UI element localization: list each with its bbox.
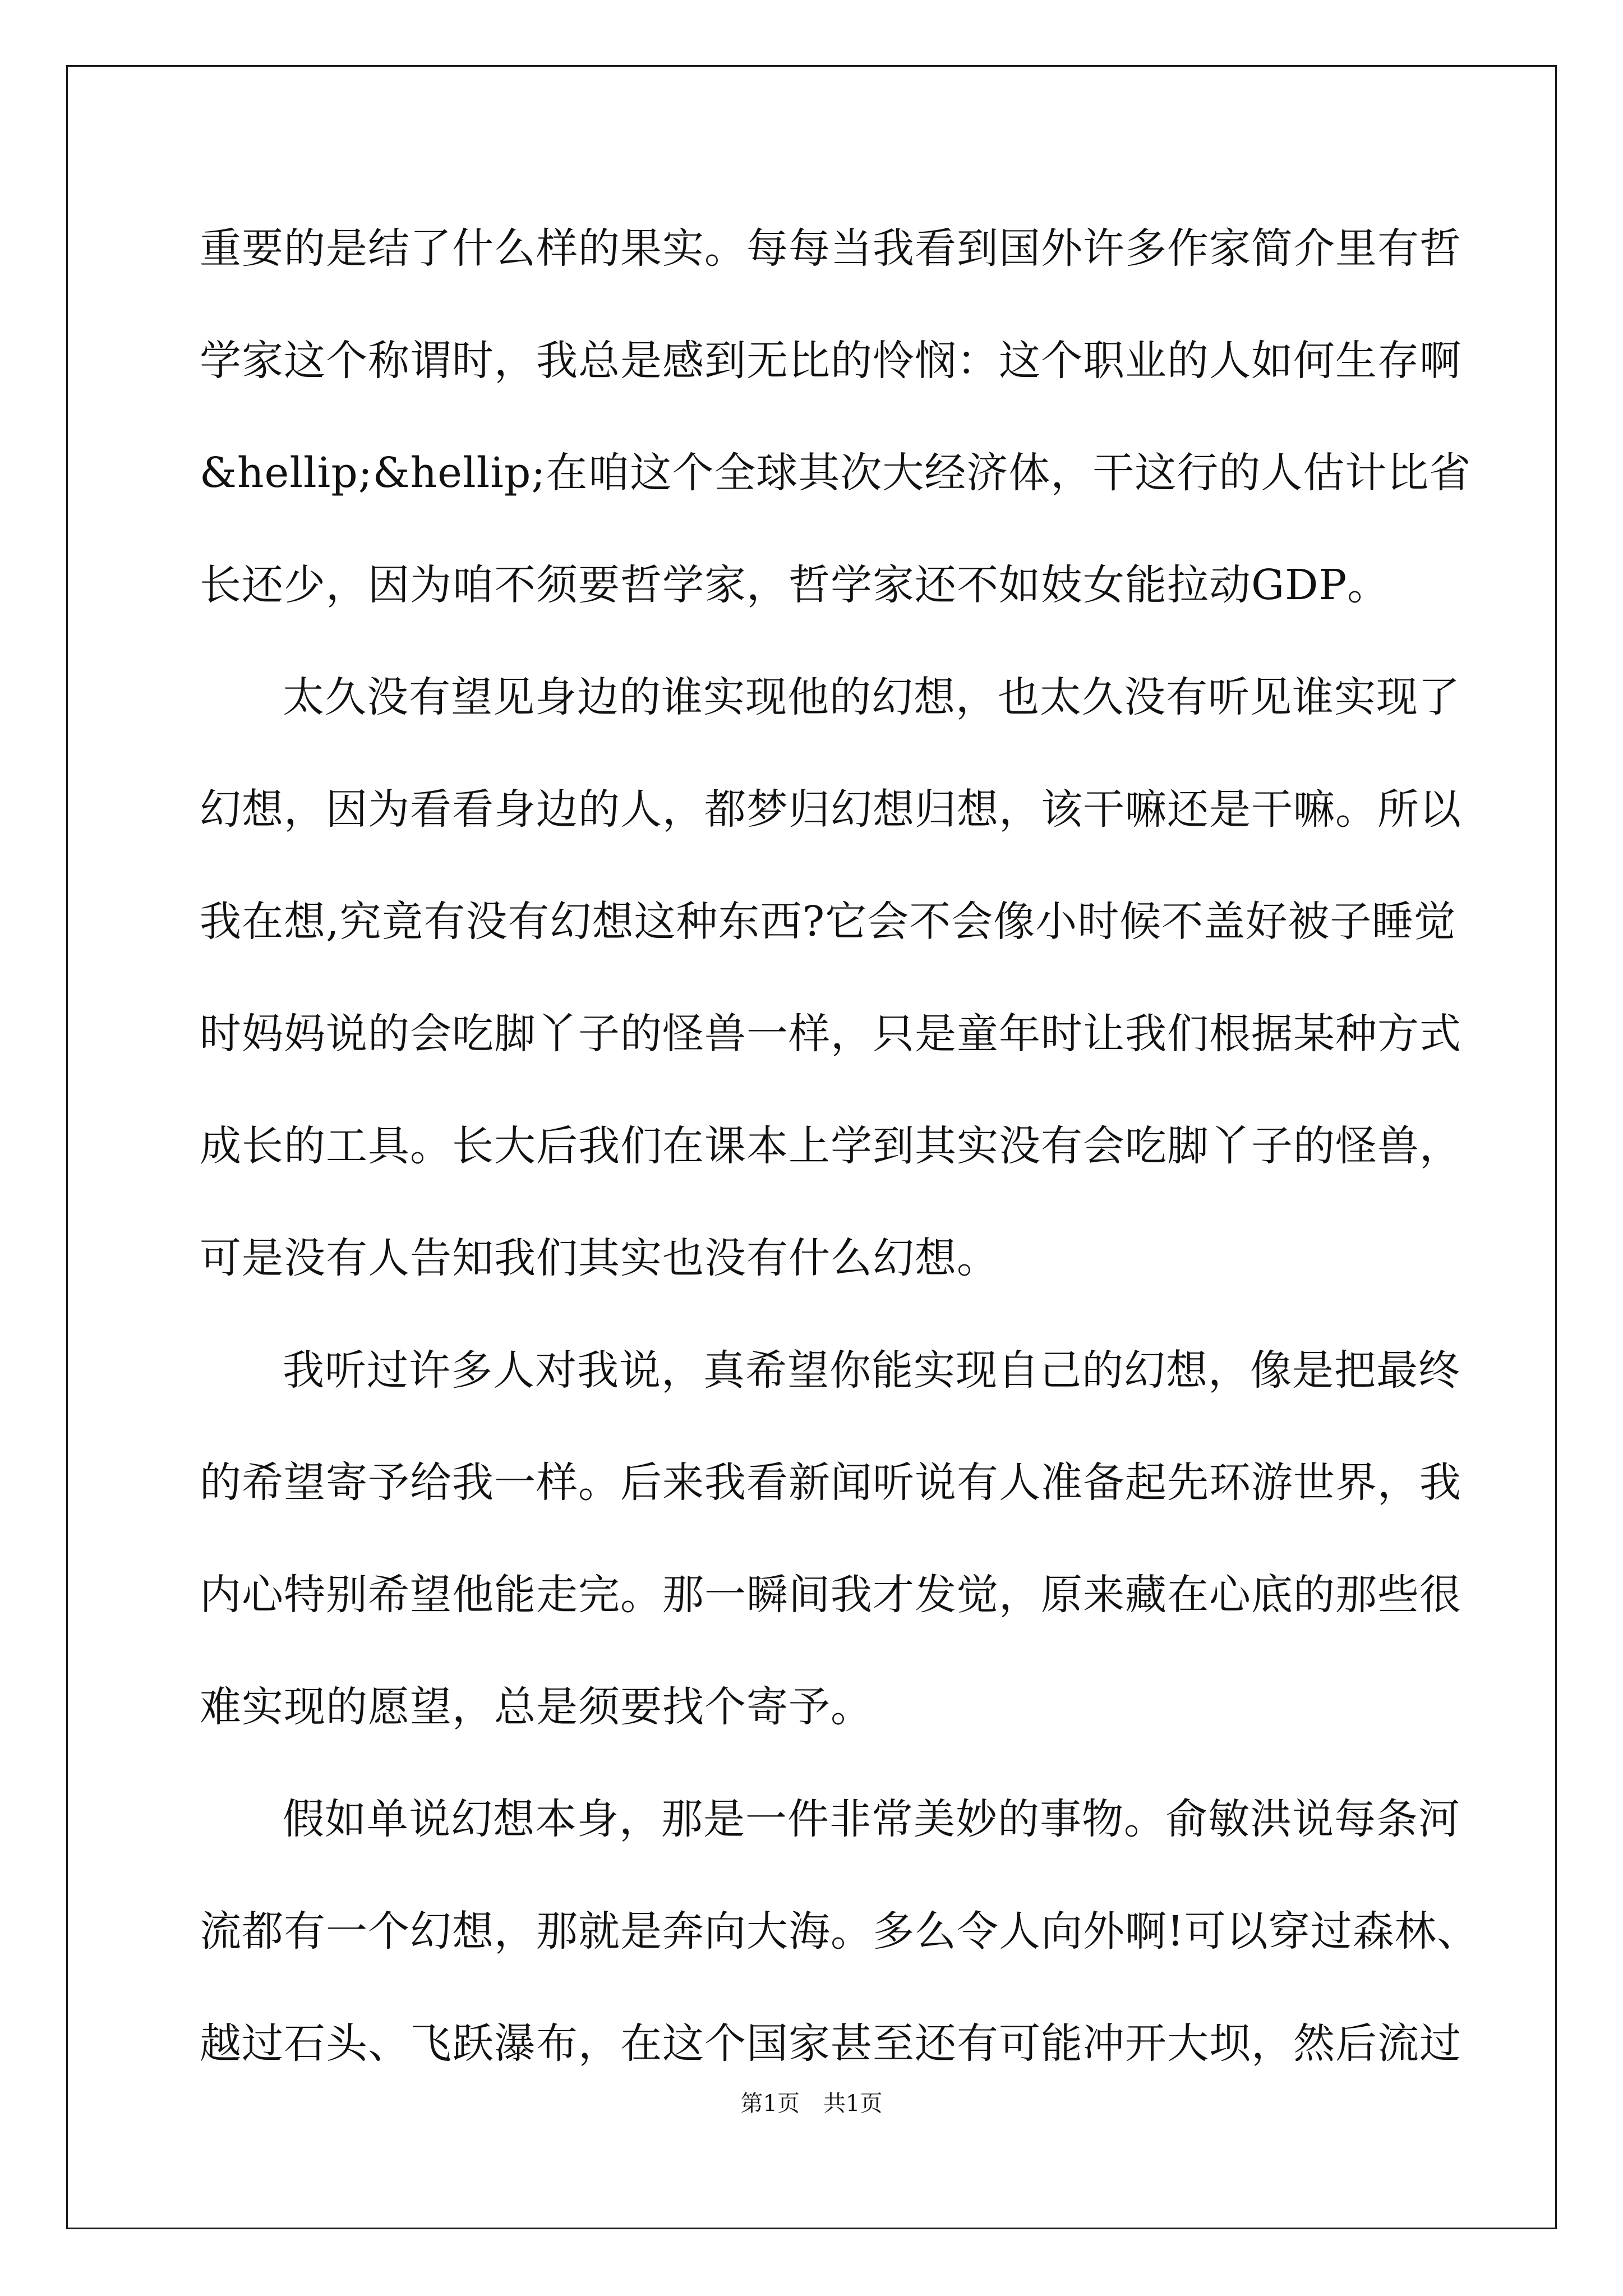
text-line: 时妈妈说的会吃脚丫子的怪兽一样，只是童年时让我们根据某种方式 xyxy=(200,1010,1461,1058)
text-line: 学家这个称谓时，我总是感到无比的怜悯：这个职业的人如何生存啊 xyxy=(200,337,1461,385)
page-number: 第1页 xyxy=(740,2091,800,2116)
text-line: 可是没有人告知我们其实也没有什么幻想。 xyxy=(200,1234,999,1282)
paragraph-first-line: 假如单说幻想本身，那是一件非常美妙的事物。俞敏洪说每条河 xyxy=(283,1795,1460,1843)
text-line: 流都有一个幻想，那就是奔向大海。多么令人向外啊!可以穿过森林、 xyxy=(200,1907,1479,1955)
text-line: 我在想,究竟有没有幻想这种东西?它会不会像小时候不盖好被子睡觉 xyxy=(200,898,1456,946)
text-line: 重要的是结了什么样的果实。每每当我看到国外许多作家简介里有哲 xyxy=(200,224,1461,273)
text-line: 越过石头、飞跃瀑布，在这个国家甚至还有可能冲开大坝，然后流过 xyxy=(200,2019,1461,2068)
text-line: 内心特别希望他能走完。那一瞬间我才发觉，原来藏在心底的那些很 xyxy=(200,1571,1461,1619)
page-footer xyxy=(0,2088,1623,2119)
text-line: 难实现的愿望，总是须要找个寄予。 xyxy=(200,1683,873,1731)
text-line: 成长的工具。长大后我们在课本上学到其实没有会吃脚丫子的怪兽， xyxy=(200,1122,1461,1170)
text-line: 的希望寄予给我一样。后来我看新闻听说有人准备起先环游世界，我 xyxy=(200,1458,1461,1507)
text-line: 幻想，因为看看身边的人，都梦归幻想归想，该干嘛还是干嘛。所以 xyxy=(200,785,1461,834)
text-line: &hellip;&hellip;在咱这个全球其次大经济体，干这行的人估计比省 xyxy=(200,449,1472,497)
page-total: 共1页 xyxy=(823,2091,883,2116)
paragraph-first-line: 太久没有望见身边的谁实现他的幻想，也太久没有听见谁实现了 xyxy=(283,673,1460,721)
text-line: 长还少，因为咱不须要哲学家，哲学家还不如妓女能拉动GDP。 xyxy=(200,561,1390,609)
paragraph-first-line: 我听过许多人对我说，真希望你能实现自己的幻想，像是把最终 xyxy=(283,1346,1460,1395)
